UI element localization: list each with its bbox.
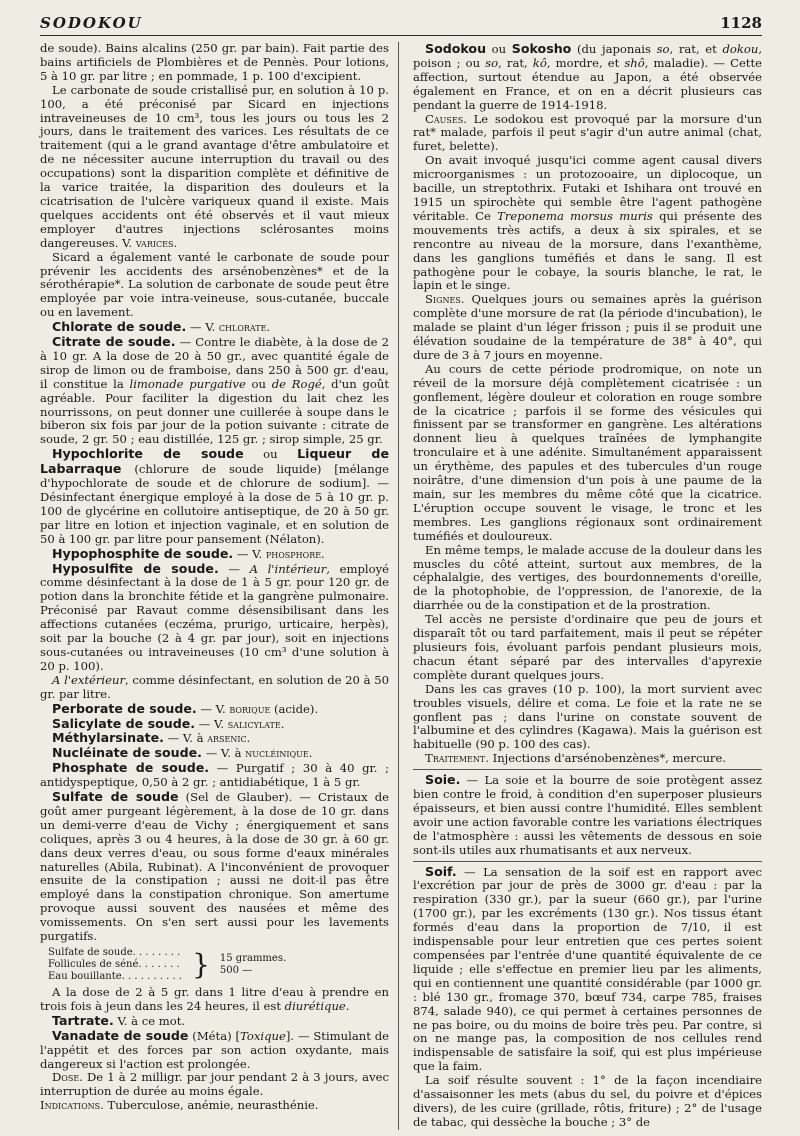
entry-soie: Soie. — La soie et la bourre de soie protègent assez bien contre le froid, à condition d'en superposer plusieurs épaisseurs, et bien aussi contre l'humidité. Elles semblent avoir une action favorable contre les variations électriques de l'atmosphère : aussi les vêtements de dessous en soie sont-ils utiles aux rhumatisants et aux nerveux.	[413, 772, 762, 857]
cross-reference: varices.	[135, 235, 178, 250]
entry-perborate: Perborate de soude. — V. borique (acide).	[52, 700, 319, 716]
headword: Hypophosphite de soude.	[52, 545, 234, 561]
headword: Salicylate de soude.	[52, 715, 196, 731]
paragraph: Causes. Le sodokou est provoqué par la morsure d'un rat* malade, parfois il peut s'agir d'un autre animal (chat, furet, belette).	[413, 111, 762, 154]
cross-reference: nucléinique.	[245, 746, 313, 761]
recipe-ingredient: Sulfate de soude. . . . . . . .	[48, 947, 181, 958]
headword: Méthylarsinate.	[52, 730, 164, 746]
entry-nucleinate: Nucléinate de soude. — V. à nucléinique.	[52, 745, 313, 761]
section-label: Signes.	[425, 292, 465, 307]
entry-hypophosphite: Hypophosphite de soude. — V. phosphore.	[52, 545, 325, 561]
running-title: SODOKOU	[40, 14, 143, 32]
paragraph: On avait invoqué jusqu'ici comme agent causal divers microorganismes : un protozooaire, un diplocoque, un bacille, un streptothrix. Futaki et Ishihara ont trouvé en 1915 un spirochète qui semble être l'agent pathogène véritable. Ce Treponema morsus muris qui présente des mouvements très actifs, a deux à six spirales, et se rencontre au niveau de la morsure, dans l'exanthème, dans les ganglions tuméfiés et dans le sang. Il est pathogène pour le cobaye, la souris blanche, le rat, le lapin et le singe.	[413, 153, 762, 293]
headword: Tartrate.	[52, 1012, 114, 1028]
recipe-formula	[48, 947, 389, 983]
cross-reference: chlorate.	[218, 320, 271, 335]
paragraph: Indications. Tuberculose, anémie, neurasthénie.	[40, 1098, 319, 1113]
entry-citrate: Citrate de soude. — Contre le diabète, à la dose de 2 à 10 gr. A la dose de 20 à 50 gr., avec quantité égale de sirop de limon ou de framboise, dans 250 à 500 gr. d'eau, il constitue la limonade purgative ou de Rogé, d'un goût agréable. Pour faciliter la digestion du lait chez les nourrissons, on peut donner une cuillerée à soupe dans le biberon six fois par jour de la potion suivante : citrate de soude, 2 gr. 50 ; eau distillée, 125 gr. ; sirop simple, 25 gr.	[40, 334, 389, 447]
paragraph: A l'extérieur, comme désinfectant, en solution de 20 à 50 gr. par litre.	[40, 672, 389, 701]
page-number: 1128	[720, 14, 762, 32]
headword: Sokosho	[511, 41, 572, 56]
entry-hyposulfite: Hyposulfite de soude. — A l'intérieur, employé comme désinfectant à la dose de 1 à 5 gr. pour 120 gr. de potion dans la bronchite fétide et la gangrène pulmonaire. Préconisé par Ravaut comme désensibilisant dans les affections cutanées (eczéma, prurigo, urticaire, herpès), soit par la bouche (2 à 4 gr. par jour), soit en injections sous-cutanées ou intraveineuses (10 cm³ d'une solution à 20 p. 100).	[40, 560, 389, 673]
headword: Vanadate de soude	[52, 1027, 189, 1043]
entry-salicylate: Salicylate de soude. — V. salicylate.	[52, 715, 285, 731]
paragraph: Dose. De 1 à 2 milligr. par jour pendant 2 à 3 jours, avec interruption de durée au moins égale.	[40, 1070, 389, 1099]
cross-reference: borique	[229, 701, 271, 716]
paragraph: Au cours de cette période prodromique, on note un réveil de la morsure déjà complètement cicatrisée : un gonflement, légère douleur et coloration en rouge sombre de la cicatrice ; parfois il se forme des vésicules qui finissent par se transformer en gangrène. Les altérations donnent lieu à quelques traînées de lymphangite tronculaire et à une adénite. Simultanément apparaissent un érythème, des papules et des tubercules d'un rouge noirâtre, d'une dimension d'un pois à une paume de la main, sur les membres du même côté que la cicatrice. L'éruption occupe souvent le visage, le tronc et les membres. Les ganglions régionaux sont ordinairement tuméfiés et douloureux.	[413, 361, 762, 543]
paragraph: En même temps, le malade accuse de la douleur dans les muscles du côté atteint, surtout aux membres, de la céphalalgie, des vertiges, des bourdonnements d'oreille, de la photophobie, de l'oppression, de l'anorexie, de la diarrhée ou de la constipation et de la prostration.	[413, 542, 762, 613]
entry-vanadate: Vanadate de soude (Méta) [Toxique]. — Stimulant de l'appétit et des forces par son action oxydante, mais dangereux si l'action est prolongée.	[40, 1027, 390, 1071]
section-label: Indications.	[40, 1098, 104, 1113]
entry-sodokou: Sodokou ou Sokosho (du japonais so, rat, et dokou, poison ; ou so, rat, kô, mordre, et shô, maladie). — Cette affection, surtout étendue au Japon, a été observée également en France, et on en a décrit plusieurs cas pendant la guerre de 1914-1918.	[413, 41, 763, 112]
left-column	[40, 42, 399, 1130]
paragraph: Dans les cas graves (10 p. 100), la mort survient avec troubles visuels, délire et coma. Le foie et la rate ne se gonflent pas ; dans l'urine on constate souvent de l'albumine et des cylindres (Kagawa). Mais la guérison est habituelle (90 p. 100 des cas).	[413, 681, 762, 752]
entry-chlorate: Chlorate de soude. — V. chlorate.	[52, 319, 271, 335]
entry-sulfate: Sulfate de soude (Sel de Glauber). — Cristaux de goût amer purgeant légèrement, à la dose de 10 gr. dans un demi-verre d'eau de Vichy ; énergiquement et sans coliques, après 3 ou 4 heures, à la dose de 30 gr. à 60 gr. dans deux verres d'eau, ou sous forme d'eaux minérales naturelles (Abila, Rubinat). A l'inconvénient de provoquer ensuite de la constipation ; aussi ne doit-il pas être employé dans la constipation chronique. Son amertume provoque aussi souvent des nausées et même des vomissements. On s'en sert aussi pour les lavements purgatifs.	[40, 789, 389, 944]
paragraph: Signes. Quelques jours ou semaines après la guérison complète d'une morsure de rat (la période d'incubation), le malade se plaint d'un léger frisson ; puis il se produit une élévation soudaine de la température de 38° à 40°, qui dure de 3 à 7 jours en moyenne.	[413, 292, 762, 362]
section-label: Dose.	[52, 1070, 83, 1085]
paragraph: Sicard a également vanté le carbonate de soude pour prévenir les accidents des arsénobenzènes* et de la sérothérapie*. La solution de carbonate de soude peut être employée par voie intra-veineuse, sous-cutanée, buccale ou en lavement.	[40, 249, 389, 320]
paragraph: A la dose de 2 à 5 gr. dans 1 litre d'eau à prendre en trois fois à jeun dans les 24 heures, il est diurétique.	[40, 985, 389, 1013]
recipe-quantity: 15 grammes.	[219, 953, 287, 964]
headword: Sodokou	[425, 41, 487, 56]
recipe-quantities	[220, 953, 286, 977]
headword: Hypochlorite de soude	[52, 446, 244, 462]
recipe-quantity: 500 —	[219, 965, 253, 976]
right-column	[413, 42, 762, 1130]
entry-tartrate: Tartrate. V. à ce mot.	[52, 1012, 186, 1028]
columns	[40, 42, 762, 1130]
paragraph: Traitement. Injections d'arsénobenzènes*, mercure.	[425, 751, 726, 766]
entry-soif: Soif. — La sensation de la soif est en rapport avec l'excrétion par jour de près de 3000 gr. d'eau : par la respiration (330 gr.), par la sueur (660 gr.), par l'urine (1700 gr.), par les excréments (130 gr.). Nos tissus étant formés d'eau dans la proportion de 7/10, il est indispensable pour leur entretien que ces pertes soient compensées par l'entrée d'une quantité équivalente de ce liquide ; elle s'effectue en premier lieu par les aliments, qui en contiennent une quantité considérable (par 1000 gr. : blé 130 gr., fromage 370, bœuf 734, carpe 785, fraises 874, salade 940), ce qui permet à certaines personnes de ne pas boire, ou du moins de boire très peu. Par contre, si on ne mange pas, la composition de nos cellules rend indispensable de satisfaire la soif, qui est plus impérieuse que la faim.	[413, 863, 762, 1074]
headword: Soie.	[425, 772, 461, 788]
headword: Chlorate de soude.	[52, 319, 187, 335]
brace: }	[192, 948, 210, 981]
section-label: Traitement.	[425, 751, 489, 766]
recipe-ingredient: Eau bouillante. . . . . . . . . .	[48, 971, 183, 982]
paragraph: de soude). Bains alcalins (250 gr. par bain). Fait partie des bains artificiels de Plombières et de Pennès. Pour lotions, 5 à 10 gr. par litre ; en pommade, 1 p. 100 d'excipient.	[40, 41, 389, 83]
cross-reference: salicylate.	[227, 716, 285, 731]
recipe-ingredients	[48, 947, 182, 983]
cross-reference: phosphore.	[265, 546, 325, 561]
headword: Perborate de soude.	[52, 700, 197, 716]
entry-separator	[413, 769, 762, 770]
headword: Phosphate de soude.	[52, 760, 210, 776]
paragraph: Le carbonate de soude cristallisé pur, en solution à 10 p. 100, a été préconisé par Sicard en injections intraveineuses de 10 cm³, tous les jours ou tous les 2 jours, dans le traitement des varices. Les résultats de ce traitement (qui a le grand avantage d'être ambulatoire et de ne nécessiter aucune interruption du travail ou des occupations) sont la disparition complète et définitive de la varice traitée, la disparition des douleurs et la cicatrisation de l'ulcère variqueux quand il existe. Mais quelques accidents ont été observés et il vaut mieux employer d'autres injections sclérosantes moins dangereuses. V. varices.	[40, 82, 389, 250]
headword: Citrate de soude.	[52, 334, 176, 350]
entry-separator	[413, 861, 762, 862]
headword: Nucléinate de soude.	[52, 745, 202, 761]
recipe-ingredient: Follicules de séné. . . . . . .	[48, 959, 180, 970]
entry-phosphate: Phosphate de soude. — Purgatif ; 30 à 40 gr. ; antidyspeptique, 0,50 à 2 gr. ; antidiabétique, 1 à 5 gr.	[40, 760, 390, 790]
running-head	[40, 14, 762, 36]
headword: Soif.	[425, 863, 457, 879]
headword: Liqueur de Labarraque	[40, 446, 389, 477]
paragraph: La soif résulte souvent : 1° de la façon incendiaire d'assaisonner les mets (abus du sel, du poivre et d'épices divers), de les cuire (grillade, rôtis, friture) ; 2° de l'usage de tabac, qui dessèche la bouche ; 3° de	[413, 1073, 762, 1129]
headword: Hyposulfite de soude.	[52, 560, 219, 576]
entry-hypochlorite: Hypochlorite de soude ou Liqueur de Labarraque (chlorure de soude liquide) [mélange d'hypochlorate de soude et de chlorure de sodium]. — Désinfectant énergique employé à la dose de 5 à 10 gr. p. 100 de glycérine en collutoire antiseptique, de 20 à 50 gr. par litre en lotion et injection vaginale, et en solution de 50 à 100 gr. par litre pour pansement (Nélaton).	[40, 446, 389, 546]
entry-methylarsinate: Méthylarsinate. — V. à arsenic.	[52, 730, 251, 746]
section-label: Causes.	[425, 111, 467, 126]
headword: Sulfate de soude	[52, 789, 179, 805]
cross-reference: arsenic.	[207, 731, 251, 746]
paragraph: Tel accès ne persiste d'ordinaire que peu de jours et disparaît tôt ou tard parfaitement, mais il peut se répéter plusieurs fois, évoluant parfois pendant plusieurs mois, chacun étant séparé par des intervalles d'apyrexie complète durant quelques jours.	[413, 612, 762, 682]
